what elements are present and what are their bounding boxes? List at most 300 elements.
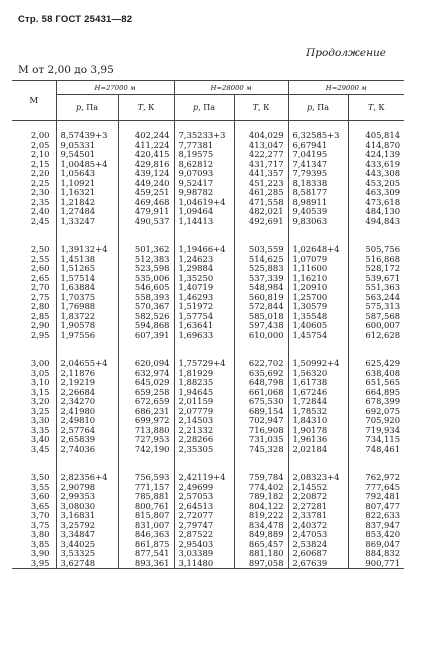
mach-column-header: М: [12, 81, 56, 121]
pressure-cell: 1,96136: [288, 435, 348, 445]
temperature-cell: 585,018: [234, 312, 288, 322]
temperature-cell: 411,224: [118, 141, 174, 151]
mach-cell: 2,65: [30, 272, 50, 283]
temperature-cell: 900,771: [348, 559, 404, 569]
temperature-header-2: Т, К: [234, 95, 288, 121]
temperature-cell: 469,468: [118, 198, 174, 208]
mach-cell: 3,55: [30, 481, 50, 492]
pressure-cell: 2,82356+4: [56, 473, 118, 483]
mach-cell: 3,10: [30, 377, 50, 387]
temperature-cell: 648,798: [234, 378, 288, 388]
pressure-cell: 1,57754: [174, 312, 234, 322]
temperature-cell: 774,402: [234, 483, 288, 493]
mach-cell: 3,80: [30, 529, 50, 539]
pressure-cell: 2,33781: [288, 511, 348, 521]
mach-cell: 3,15: [30, 386, 50, 397]
temperature-cell: 494,843: [348, 217, 404, 227]
pressure-cell: 6,32585+3: [288, 131, 348, 141]
temperature-cell: 659,258: [118, 388, 174, 398]
pressure-cell: 2,14503: [174, 416, 234, 426]
temperature-cell: 645,029: [118, 378, 174, 388]
pressure-cell: 2,79747: [174, 521, 234, 531]
pressure-cell: 1,70375: [56, 293, 118, 303]
pressure-cell: 3,62748: [56, 559, 118, 569]
temperature-cell: 831,007: [118, 521, 174, 531]
pressure-cell: 9,07093: [174, 169, 234, 179]
pressure-cell: 2,07779: [174, 407, 234, 417]
temperature-cell: 686,231: [118, 407, 174, 417]
mach-cell: 2,75: [30, 291, 50, 302]
pressure-cell: 2,67639: [288, 559, 348, 569]
temperature-cell: 441,357: [234, 169, 288, 179]
temperature-cell: 453,205: [348, 179, 404, 189]
pressure-cell: 2,04655+4: [56, 359, 118, 369]
temperature-cell: 861,875: [118, 540, 174, 550]
temperature-cell: 459,251: [118, 188, 174, 198]
pressure-cell: 1,78532: [288, 407, 348, 417]
temperature-cell: 482,021: [234, 207, 288, 217]
temperature-cell: 404,029: [234, 131, 288, 141]
mach-cell: 3,95: [30, 557, 50, 568]
temperature-cell: 405,814: [348, 131, 404, 141]
temperature-cell: 516,868: [348, 255, 404, 265]
pressure-cell: 2,53824: [288, 540, 348, 550]
pressure-cell: 2,34270: [56, 397, 118, 407]
pressure-cell: 2,57053: [174, 492, 234, 502]
mach-cell: 2,50: [30, 244, 50, 254]
atmosphere-table: [12, 80, 404, 569]
pressure-cell: 1,46293: [174, 293, 234, 303]
temperature-cell: 678,399: [348, 397, 404, 407]
temperature-header-1: Т, К: [118, 95, 174, 121]
table-row: [12, 217, 404, 227]
temperature-cell: 692,075: [348, 407, 404, 417]
pressure-cell: 1,05643: [56, 169, 118, 179]
temperature-cell: 463,309: [348, 188, 404, 198]
temperature-cell: 503,559: [234, 245, 288, 255]
temperature-cell: 777,645: [348, 483, 404, 493]
pressure-cell: 3,44025: [56, 540, 118, 550]
temperature-cell: 635,692: [234, 369, 288, 379]
temperature-cell: 422,277: [234, 150, 288, 160]
pressure-header-2: р, Па: [174, 95, 234, 121]
mach-cell: 3,30: [30, 415, 50, 425]
temperature-cell: 897,058: [234, 559, 288, 569]
temperature-cell: 792,481: [348, 492, 404, 502]
mach-cell: 2,95: [30, 329, 50, 340]
temperature-cell: 414,870: [348, 141, 404, 151]
pressure-cell: 1,61738: [288, 378, 348, 388]
temperature-cell: 705,920: [348, 416, 404, 426]
mach-cell: 3,85: [30, 538, 50, 549]
pressure-cell: 6,67941: [288, 141, 348, 151]
temperature-cell: 881,180: [234, 549, 288, 559]
pressure-cell: 2,60687: [288, 549, 348, 559]
mach-cell: 3,75: [30, 519, 50, 530]
temperature-cell: 807,477: [348, 502, 404, 512]
mach-cell: 3,45: [30, 443, 50, 454]
pressure-cell: 1,75729+4: [174, 359, 234, 369]
pressure-cell: 2,19219: [56, 378, 118, 388]
pressure-cell: 7,77381: [174, 141, 234, 151]
pressure-cell: 1,57514: [56, 274, 118, 284]
pressure-cell: 1,83722: [56, 312, 118, 322]
pressure-cell: 8,18338: [288, 179, 348, 189]
pressure-cell: 2,20872: [288, 492, 348, 502]
pressure-cell: 2,26684: [56, 388, 118, 398]
mach-cell: 3,05: [30, 367, 50, 378]
pressure-cell: 1,29884: [174, 264, 234, 274]
temperature-cell: 429,816: [118, 160, 174, 170]
pressure-cell: 2,28266: [174, 435, 234, 445]
pressure-cell: 2,49810: [56, 416, 118, 426]
temperature-cell: 471,558: [234, 198, 288, 208]
pressure-cell: 1,63884: [56, 283, 118, 293]
temperature-cell: 546,605: [118, 283, 174, 293]
pressure-cell: 1,56320: [288, 369, 348, 379]
mach-cell: 3,90: [30, 548, 50, 558]
table-row: [12, 445, 404, 455]
pressure-cell: 1,35548: [288, 312, 348, 322]
altitude-header-1: Н=27000 м: [56, 81, 174, 95]
pressure-cell: 2,14552: [288, 483, 348, 493]
pressure-cell: 2,21332: [174, 426, 234, 436]
temperature-cell: 664,895: [348, 388, 404, 398]
pressure-cell: 1,39132+4: [56, 245, 118, 255]
temperature-cell: 620,094: [118, 359, 174, 369]
mach-cell: 2,00: [30, 130, 50, 140]
temperature-cell: 734,115: [348, 435, 404, 445]
temperature-cell: 675,530: [234, 397, 288, 407]
pressure-cell: 3,53325: [56, 549, 118, 559]
temperature-cell: 849,889: [234, 530, 288, 540]
group-spacer: [12, 340, 404, 359]
pressure-cell: 2,11876: [56, 369, 118, 379]
pressure-cell: 2,35305: [174, 445, 234, 455]
mach-cell: 3,35: [30, 424, 50, 435]
mach-cell: 3,00: [30, 358, 50, 368]
mach-cell: 3,70: [30, 510, 50, 520]
temperature-cell: 789,182: [234, 492, 288, 502]
pressure-cell: 1,94645: [174, 388, 234, 398]
continuation-label: Продолжение: [306, 47, 386, 59]
mach-cell: 3,20: [30, 396, 50, 406]
table-row: [12, 559, 404, 569]
temperature-cell: 822,633: [348, 511, 404, 521]
temperature-cell: 572,844: [234, 302, 288, 312]
temperature-cell: 702,947: [234, 416, 288, 426]
temperature-cell: 651,565: [348, 378, 404, 388]
temperature-cell: 815,807: [118, 511, 174, 521]
pressure-cell: 3,25792: [56, 521, 118, 531]
temperature-cell: 800,761: [118, 502, 174, 512]
pressure-cell: 3,08030: [56, 502, 118, 512]
pressure-cell: 1,20910: [288, 283, 348, 293]
pressure-cell: 2,64513: [174, 502, 234, 512]
pressure-cell: 7,41347: [288, 160, 348, 170]
pressure-cell: 1,40719: [174, 283, 234, 293]
mach-cell: 3,50: [30, 472, 50, 482]
mach-cell: 2,20: [30, 168, 50, 178]
pressure-cell: 1,27484: [56, 207, 118, 217]
mach-cell: 3,60: [30, 491, 50, 501]
temperature-cell: 420,415: [118, 150, 174, 160]
pressure-cell: 2,27281: [288, 502, 348, 512]
pressure-header-3: р, Па: [288, 95, 348, 121]
pressure-cell: 2,42119+4: [174, 473, 234, 483]
pressure-cell: 1,45138: [56, 255, 118, 265]
pressure-cell: 1,16210: [288, 274, 348, 284]
temperature-cell: 551,363: [348, 283, 404, 293]
temperature-cell: 610,000: [234, 331, 288, 341]
temperature-cell: 819,222: [234, 511, 288, 521]
temperature-cell: 716,908: [234, 426, 288, 436]
temperature-cell: 525,883: [234, 264, 288, 274]
temperature-cell: 528,172: [348, 264, 404, 274]
pressure-cell: 1,21842: [56, 198, 118, 208]
temperature-cell: 560,819: [234, 293, 288, 303]
pressure-cell: 3,03389: [174, 549, 234, 559]
temperature-cell: 587,568: [348, 312, 404, 322]
temperature-cell: 727,953: [118, 435, 174, 445]
altitude-header-3: Н=29000 м: [288, 81, 404, 95]
pressure-cell: 2,95403: [174, 540, 234, 550]
temperature-cell: 523,598: [118, 264, 174, 274]
pressure-cell: 8,19575: [174, 150, 234, 160]
pressure-cell: 1,51265: [56, 264, 118, 274]
pressure-cell: 2,47053: [288, 530, 348, 540]
mach-cell: 2,05: [30, 139, 50, 150]
pressure-cell: 1,09464: [174, 207, 234, 217]
temperature-cell: 804,122: [234, 502, 288, 512]
pressure-cell: 1,19466+4: [174, 245, 234, 255]
pressure-cell: 1,84310: [288, 416, 348, 426]
pressure-cell: 2,65839: [56, 435, 118, 445]
pressure-cell: 1,81929: [174, 369, 234, 379]
pressure-cell: 2,87522: [174, 530, 234, 540]
mach-cell: 2,55: [30, 253, 50, 264]
pressure-cell: 9,40539: [288, 207, 348, 217]
group-spacer: [12, 226, 404, 245]
group-spacer: [12, 454, 404, 473]
temperature-cell: 893,361: [118, 559, 174, 569]
temperature-cell: 424,139: [348, 150, 404, 160]
pressure-cell: 8,57439+3: [56, 131, 118, 141]
temperature-cell: 575,313: [348, 302, 404, 312]
pressure-cell: 1,14413: [174, 217, 234, 227]
temperature-cell: 632,974: [118, 369, 174, 379]
temperature-cell: 484,130: [348, 207, 404, 217]
pressure-cell: 1,50992+4: [288, 359, 348, 369]
pressure-cell: 2,49699: [174, 483, 234, 493]
pressure-cell: 9,98782: [174, 188, 234, 198]
temperature-cell: 433,619: [348, 160, 404, 170]
temperature-cell: 505,756: [348, 245, 404, 255]
temperature-cell: 837,947: [348, 521, 404, 531]
temperature-cell: 607,391: [118, 331, 174, 341]
pressure-cell: 3,16831: [56, 511, 118, 521]
pressure-cell: 2,41980: [56, 407, 118, 417]
temperature-cell: 731,035: [234, 435, 288, 445]
temperature-cell: 756,593: [118, 473, 174, 483]
pressure-cell: 9,05331: [56, 141, 118, 151]
temperature-header-3: Т, К: [348, 95, 404, 121]
temperature-cell: 869,047: [348, 540, 404, 550]
temperature-cell: 600,007: [348, 321, 404, 331]
pressure-cell: 9,54501: [56, 150, 118, 160]
table-body: [12, 121, 404, 569]
pressure-cell: 1,76988: [56, 302, 118, 312]
pressure-cell: 1,97556: [56, 331, 118, 341]
mach-cell: 2,15: [30, 158, 50, 169]
pressure-cell: 1,24623: [174, 255, 234, 265]
pressure-cell: 2,40372: [288, 521, 348, 531]
temperature-cell: 490,537: [118, 217, 174, 227]
pressure-cell: 1,45754: [288, 331, 348, 341]
temperature-cell: 742,190: [118, 445, 174, 455]
temperature-cell: 594,868: [118, 321, 174, 331]
pressure-cell: 2,08323+4: [288, 473, 348, 483]
pressure-cell: 1,90178: [288, 426, 348, 436]
temperature-cell: 431,717: [234, 160, 288, 170]
temperature-cell: 537,339: [234, 274, 288, 284]
pressure-cell: 1,30579: [288, 302, 348, 312]
temperature-cell: 558,393: [118, 293, 174, 303]
temperature-cell: 582,526: [118, 312, 174, 322]
pressure-cell: 2,72077: [174, 511, 234, 521]
temperature-cell: 689,154: [234, 407, 288, 417]
temperature-cell: 501,362: [118, 245, 174, 255]
temperature-cell: 413,047: [234, 141, 288, 151]
temperature-cell: 713,880: [118, 426, 174, 436]
temperature-cell: 612,628: [348, 331, 404, 341]
temperature-cell: 759,784: [234, 473, 288, 483]
temperature-cell: 479,911: [118, 207, 174, 217]
temperature-cell: 548,984: [234, 283, 288, 293]
mach-cell: 2,25: [30, 177, 50, 188]
temperature-cell: 846,363: [118, 530, 174, 540]
temperature-cell: 597,438: [234, 321, 288, 331]
pressure-cell: 2,74036: [56, 445, 118, 455]
mach-cell: 2,35: [30, 196, 50, 207]
pressure-cell: 8,98911: [288, 198, 348, 208]
temperature-cell: 492,691: [234, 217, 288, 227]
pressure-cell: 1,02648+4: [288, 245, 348, 255]
temperature-cell: 771,157: [118, 483, 174, 493]
mach-cell: 2,40: [30, 206, 50, 216]
temperature-cell: 884,832: [348, 549, 404, 559]
altitude-header-2: Н=28000 м: [174, 81, 288, 95]
temperature-cell: 402,244: [118, 131, 174, 141]
mach-cell: 2,70: [30, 282, 50, 292]
pressure-cell: 8,62812: [174, 160, 234, 170]
mach-cell: 2,90: [30, 320, 50, 330]
pressure-cell: 8,58177: [288, 188, 348, 198]
mach-cell: 3,65: [30, 500, 50, 511]
temperature-cell: 877,541: [118, 549, 174, 559]
pressure-cell: 1,69633: [174, 331, 234, 341]
pressure-cell: 1,16321: [56, 188, 118, 198]
pressure-cell: 1,11600: [288, 264, 348, 274]
temperature-cell: 512,383: [118, 255, 174, 265]
pressure-cell: 1,04619+4: [174, 198, 234, 208]
temperature-cell: 622,702: [234, 359, 288, 369]
pressure-cell: 1,40605: [288, 321, 348, 331]
temperature-cell: 443,308: [348, 169, 404, 179]
pressure-cell: 9,83063: [288, 217, 348, 227]
mach-cell: 2,10: [30, 149, 50, 159]
temperature-cell: 461,285: [234, 188, 288, 198]
temperature-cell: 570,367: [118, 302, 174, 312]
temperature-cell: 853,420: [348, 530, 404, 540]
mach-range-label: М от 2,00 до 3,95: [18, 64, 114, 76]
pressure-cell: 3,34847: [56, 530, 118, 540]
pressure-cell: 7,79395: [288, 169, 348, 179]
temperature-cell: 638,408: [348, 369, 404, 379]
temperature-cell: 563,244: [348, 293, 404, 303]
pressure-cell: 1,33247: [56, 217, 118, 227]
temperature-cell: 535,006: [118, 274, 174, 284]
pressure-cell: 1,07079: [288, 255, 348, 265]
pressure-cell: 2,99353: [56, 492, 118, 502]
pressure-cell: 1,72844: [288, 397, 348, 407]
temperature-cell: 625,429: [348, 359, 404, 369]
temperature-cell: 439,124: [118, 169, 174, 179]
pressure-cell: 1,35250: [174, 274, 234, 284]
pressure-header-1: р, Па: [56, 95, 118, 121]
pressure-cell: 1,10921: [56, 179, 118, 189]
temperature-cell: 539,671: [348, 274, 404, 284]
pressure-cell: 2,02184: [288, 445, 348, 455]
temperature-cell: 745,328: [234, 445, 288, 455]
temperature-cell: 699,972: [118, 416, 174, 426]
pressure-cell: 9,52417: [174, 179, 234, 189]
pressure-cell: 2,57764: [56, 426, 118, 436]
pressure-cell: 1,51972: [174, 302, 234, 312]
temperature-cell: 449,240: [118, 179, 174, 189]
table-row: [12, 331, 404, 341]
pressure-cell: 1,90578: [56, 321, 118, 331]
mach-cell: 3,25: [30, 405, 50, 416]
pressure-cell: 7,35233+3: [174, 131, 234, 141]
temperature-cell: 762,972: [348, 473, 404, 483]
pressure-cell: 1,25700: [288, 293, 348, 303]
mach-cell: 2,85: [30, 310, 50, 321]
mach-cell: 2,80: [30, 301, 50, 311]
temperature-cell: 748,461: [348, 445, 404, 455]
pressure-cell: 2,01159: [174, 397, 234, 407]
mach-cell: 2,60: [30, 263, 50, 273]
temperature-cell: 672,659: [118, 397, 174, 407]
temperature-cell: 865,457: [234, 540, 288, 550]
pressure-cell: 1,88235: [174, 378, 234, 388]
pressure-cell: 3,11480: [174, 559, 234, 569]
pressure-cell: 7,04195: [288, 150, 348, 160]
mach-cell: 3,40: [30, 434, 50, 444]
mach-cell: 2,30: [30, 187, 50, 197]
temperature-cell: 451,223: [234, 179, 288, 189]
pressure-cell: 1,00485+4: [56, 160, 118, 170]
pressure-cell: 1,67246: [288, 388, 348, 398]
temperature-cell: 661,068: [234, 388, 288, 398]
pressure-cell: 2,90798: [56, 483, 118, 493]
temperature-cell: 785,881: [118, 492, 174, 502]
page-header: Стр. 58 ГОСТ 25431—82: [18, 14, 133, 25]
temperature-cell: 514,625: [234, 255, 288, 265]
temperature-cell: 834,478: [234, 521, 288, 531]
temperature-cell: 473,618: [348, 198, 404, 208]
pressure-cell: 1,63641: [174, 321, 234, 331]
